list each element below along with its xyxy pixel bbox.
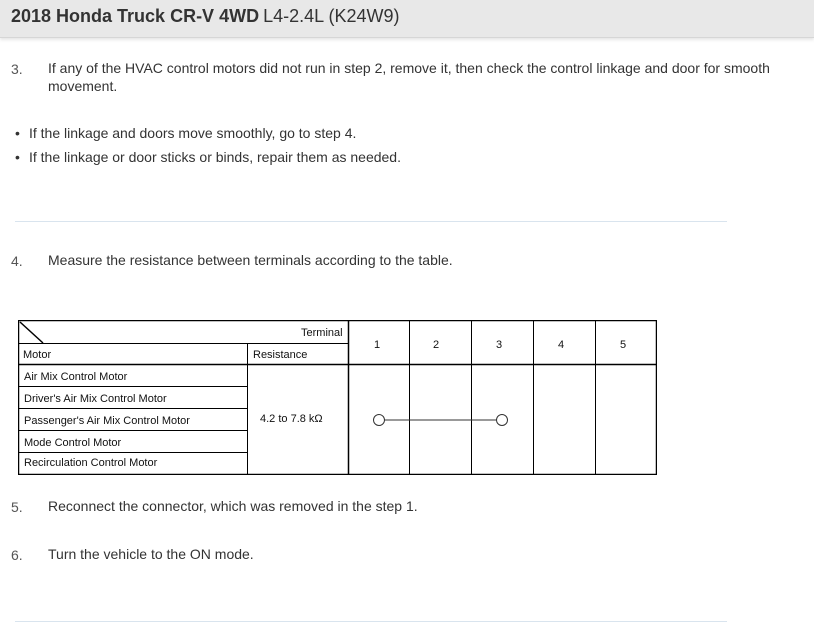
section-divider [15, 621, 727, 622]
page-header [0, 0, 814, 38]
bullet-text: If the linkage and doors move smoothly, go to step 4. [29, 125, 357, 141]
terminal-number: 1 [374, 339, 381, 351]
page-title [11, 6, 399, 27]
resistance-header: Resistance [253, 349, 308, 361]
step-6-number: 6. [11, 547, 23, 563]
vehicle-name: 2018 Honda Truck CR-V 4WD [11, 6, 260, 26]
step-4-number: 4. [11, 253, 23, 269]
terminal-header: Terminal [301, 327, 343, 339]
bullet-dot: • [15, 149, 20, 165]
terminal-number: 3 [496, 339, 503, 351]
step-3-number: 3. [11, 61, 23, 77]
section-divider [15, 221, 727, 222]
resistance-value: 4.2 to 7.8 kΩ [260, 413, 323, 425]
motor-name: Driver's Air Mix Control Motor [24, 393, 167, 405]
step-5-text: Reconnect the connector, which was removed in the step 1. [48, 498, 418, 514]
terminal-number: 2 [433, 339, 440, 351]
resistance-table [18, 320, 657, 475]
bullet-dot: • [15, 125, 20, 141]
step-4-text: Measure the resistance between terminals according to the table. [48, 252, 453, 268]
motor-name: Mode Control Motor [24, 437, 122, 449]
terminal-number: 5 [620, 339, 627, 351]
step-3-text-line2: movement. [48, 78, 118, 94]
motor-name: Passenger's Air Mix Control Motor [24, 415, 190, 427]
step-5-number: 5. [11, 499, 23, 515]
motor-name: Recirculation Control Motor [24, 457, 158, 469]
step-6-text: Turn the vehicle to the ON mode. [48, 546, 254, 562]
step-3-text-line1: If any of the HVAC control motors did not run in step 2, remove it, then check the control linkage and door for smooth [48, 60, 770, 76]
terminal-number: 4 [558, 339, 565, 351]
motor-name: Air Mix Control Motor [24, 371, 128, 383]
motor-header: Motor [23, 349, 52, 361]
bullet-text: If the linkage or door sticks or binds, repair them as needed. [29, 149, 401, 165]
engine-code: L4-2.4L (K24W9) [263, 6, 400, 26]
